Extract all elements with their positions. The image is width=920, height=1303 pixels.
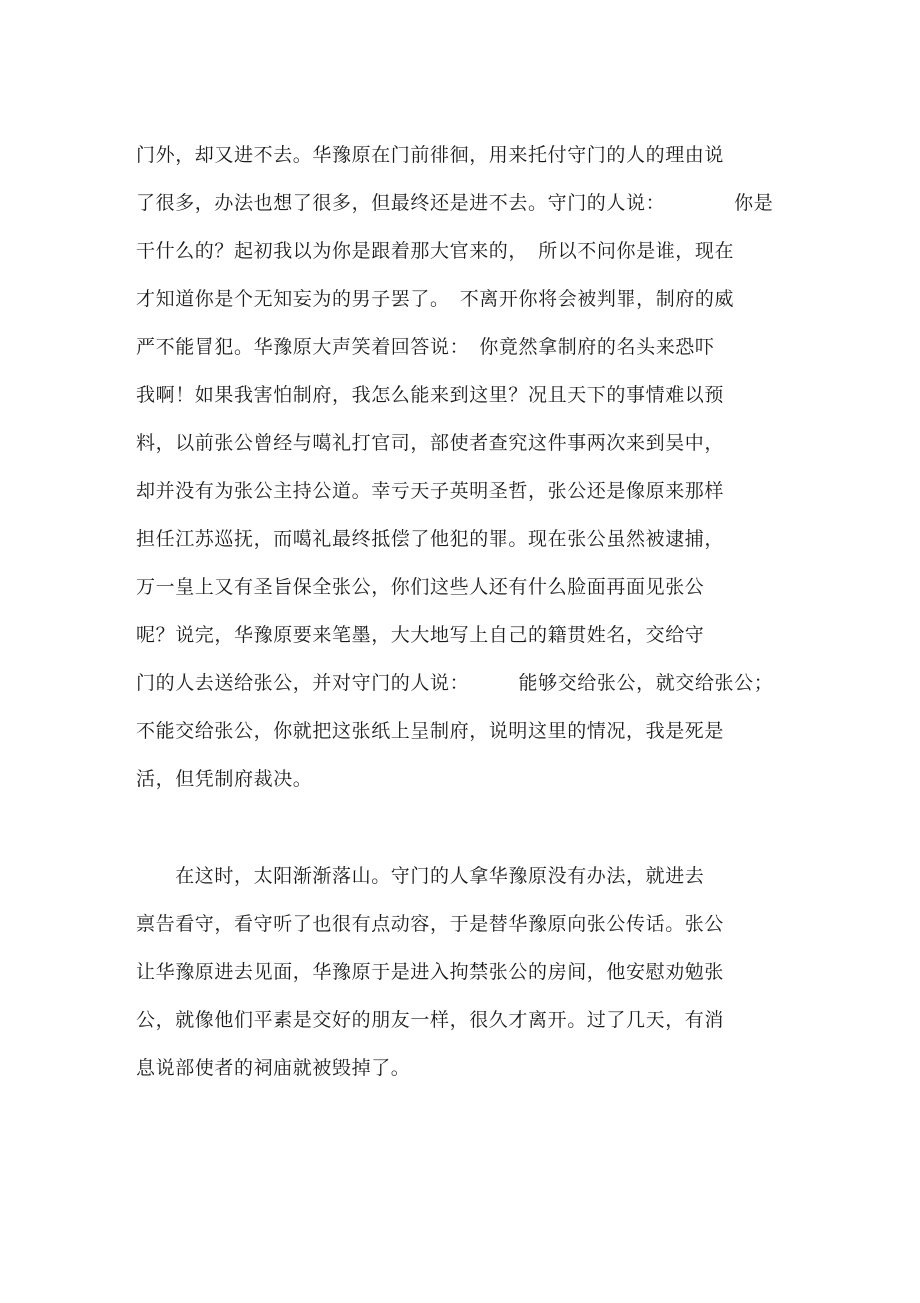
text-line: 了很多，办法也想了很多，但最终还是进不去。守门的人说： 你是 — [136, 192, 774, 214]
text-line: 门外，却又进不去。华豫原在门前徘徊，用来托付守门的人的理由说 — [136, 144, 725, 166]
text-line: 才知道你是个无知妄为的男子罢了。 不离开你将会被判罪，制府的威 — [136, 288, 735, 310]
text-line: 万一皇上又有圣旨保全张公，你们这些人还有什么脸面再面见张公 — [136, 576, 705, 598]
text-line: 不能交给张公，你就把这张纸上呈制府，说明这里的情况，我是死是 — [136, 720, 725, 742]
text-line: 公，就像他们平素是交好的朋友一样，很久才离开。过了几天，有消 — [136, 1009, 725, 1031]
text-line: 门的人去送给张公，并对守门的人说： 能够交给张公，就交给张公； — [136, 672, 774, 694]
text-line: 在这时，太阳渐渐落山。守门的人拿华豫原没有办法，就进去 — [136, 865, 705, 887]
text-line: 干什么的？起初我以为你是跟着那大官来的， 所以不问你是谁，现在 — [136, 240, 735, 262]
text-line: 料，以前张公曾经与噶礼打官司，部使者查究这件事两次来到吴中， — [136, 432, 725, 454]
text-line: 禀告看守，看守听了也很有点动容，于是替华豫原向张公传话。张公 — [136, 913, 725, 935]
text-line: 息说部使者的祠庙就被毁掉了。 — [136, 1057, 411, 1079]
text-line: 活，但凭制府裁决。 — [136, 768, 313, 790]
text-line: 我啊！如果我害怕制府，我怎么能来到这里？况且天下的事情难以预 — [136, 384, 725, 406]
text-line: 担任江苏巡抚，而噶礼最终抵偿了他犯的罪。现在张公虽然被逮捕， — [136, 528, 725, 550]
text-line: 严不能冒犯。华豫原大声笑着回答说： 你竟然拿制府的名头来恐吓 — [136, 336, 715, 358]
text-line: 呢？说完，华豫原要来笔墨，大大地写上自己的籍贯姓名，交给守 — [136, 624, 705, 646]
text-line: 却并没有为张公主持公道。幸亏天子英明圣哲，张公还是像原来那样 — [136, 480, 725, 502]
text-line: 让华豫原进去见面，华豫原于是进入拘禁张公的房间，他安慰劝勉张 — [136, 961, 725, 983]
